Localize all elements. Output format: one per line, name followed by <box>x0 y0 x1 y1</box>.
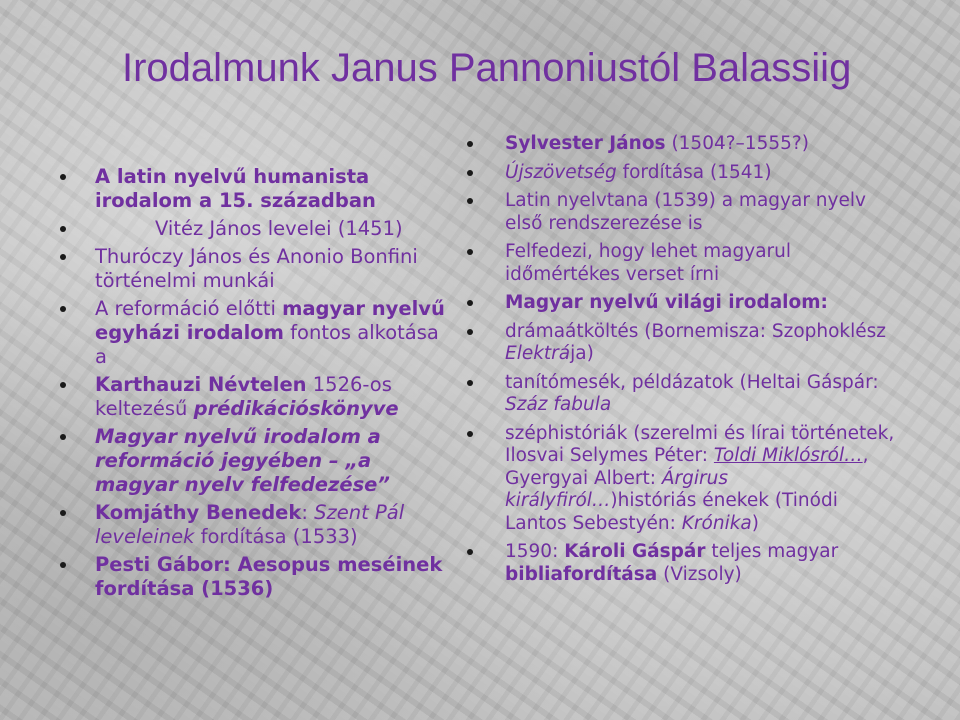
bullet-icon <box>467 380 473 386</box>
item-text-italic: Száz fabula <box>505 394 612 415</box>
item-text: : <box>301 501 315 524</box>
item-text: fordítása (1541) <box>616 161 772 183</box>
item-text: )históriás énekek (Tinódi Lantos Sebestyén: <box>505 490 838 534</box>
list-item <box>467 541 897 586</box>
item-text-bold: magyar nyelvű egyházi irodalom <box>95 297 445 344</box>
item-text-bold: Sylvester János <box>505 133 666 154</box>
list-item <box>60 553 445 601</box>
item-text-bold: Magyar nyelvű világi irodalom: <box>505 292 828 313</box>
item-text-italic: Újszövetség <box>505 161 617 183</box>
item-text-italic: Elektrá <box>505 343 571 364</box>
item-text: A reformáció előtti <box>95 297 283 320</box>
list-item <box>467 372 897 417</box>
item-text-bold: Pesti Gábor: Aesopus meséinek fordítása (1536) <box>95 553 443 600</box>
item-text-bold: Karthauzi Névtelen <box>95 373 307 396</box>
item-text: , Gyergyai Albert: <box>505 445 869 489</box>
bullet-icon <box>60 226 66 232</box>
list-item <box>60 373 445 421</box>
bullet-icon <box>60 434 66 440</box>
bullet-icon <box>467 198 473 204</box>
item-text: 1526-os keltezésű <box>95 373 392 420</box>
item-text: tanítómesék, példázatok (Heltai Gáspár: <box>505 371 879 393</box>
bullet-icon <box>467 300 473 306</box>
slide-title: Irodalmunk Janus Pannoniustól Balassiig <box>122 46 852 90</box>
bullet-icon <box>60 510 66 516</box>
bullet-icon <box>467 431 473 437</box>
left-column <box>60 165 445 605</box>
list-item <box>60 425 445 497</box>
item-text-bold-italic: prédikációskönyve <box>193 397 399 420</box>
bullet-icon <box>467 141 473 147</box>
item-text: (1504?–1555?) <box>665 133 809 154</box>
item-text-bold: Károli Gáspár <box>564 541 706 562</box>
bullet-icon <box>467 329 473 335</box>
item-text: ) <box>751 512 759 534</box>
item-text: széphistóriák (szerelmi és lírai történetek, Ilosvai Selymes Péter: <box>505 422 895 466</box>
item-text: A latin nyelvű humanista irodalom a 15. században <box>95 165 376 212</box>
item-text: teljes magyar <box>705 541 839 562</box>
list-item <box>467 190 897 235</box>
item-text-bold: Komjáthy Benedek <box>95 501 302 524</box>
item-text-italic: Árgirus királyfiról… <box>505 467 729 511</box>
item-text: fontos alkotása a <box>95 321 439 368</box>
list-item <box>467 241 897 286</box>
item-text: (Vizsoly) <box>657 563 742 585</box>
list-item <box>60 245 445 293</box>
item-text: 1590: <box>505 541 565 562</box>
bullet-icon <box>60 306 66 312</box>
bullet-icon <box>467 170 473 176</box>
bullet-icon <box>60 254 66 260</box>
item-text-italic: Szent Pál leveleinek <box>95 501 405 548</box>
list-item <box>60 297 445 369</box>
item-text-italic: Toldi Miklósról… <box>713 445 863 466</box>
list-item <box>60 501 445 549</box>
item-text-italic: Krónika <box>681 512 752 534</box>
right-column <box>467 133 897 592</box>
item-text: drámaátköltés (Bornemisza: Szophoklész <box>505 320 887 342</box>
list-item <box>60 165 445 213</box>
bullet-icon <box>467 549 473 555</box>
list-item <box>60 217 445 241</box>
bullet-icon <box>60 382 66 388</box>
item-text-bold-italic: Magyar nyelvű irodalom a reformáció jegyében – „a magyar nyelv felfedezése” <box>95 425 390 496</box>
item-text-bold: bibliafordítása <box>505 563 658 585</box>
bullet-icon <box>467 249 473 255</box>
list-item <box>467 292 897 315</box>
item-text: ja) <box>570 343 594 364</box>
item-text: Thuróczy János és Anonio Bonfini történelmi munkái <box>95 245 418 292</box>
list-item <box>467 162 897 185</box>
list-item <box>467 423 897 536</box>
item-text: Latin nyelvtana (1539) a magyar nyelv első rendszerezése is <box>505 190 866 234</box>
item-text: fordítása (1533) <box>194 525 358 548</box>
bullet-icon <box>60 562 66 568</box>
item-text: Felfedezi, hogy lehet magyarul időmértékes verset írni <box>505 241 792 285</box>
list-item <box>467 321 897 366</box>
list-item <box>467 133 897 156</box>
bullet-icon <box>60 174 66 180</box>
item-text: Vitéz János levelei (1451) <box>155 217 403 240</box>
